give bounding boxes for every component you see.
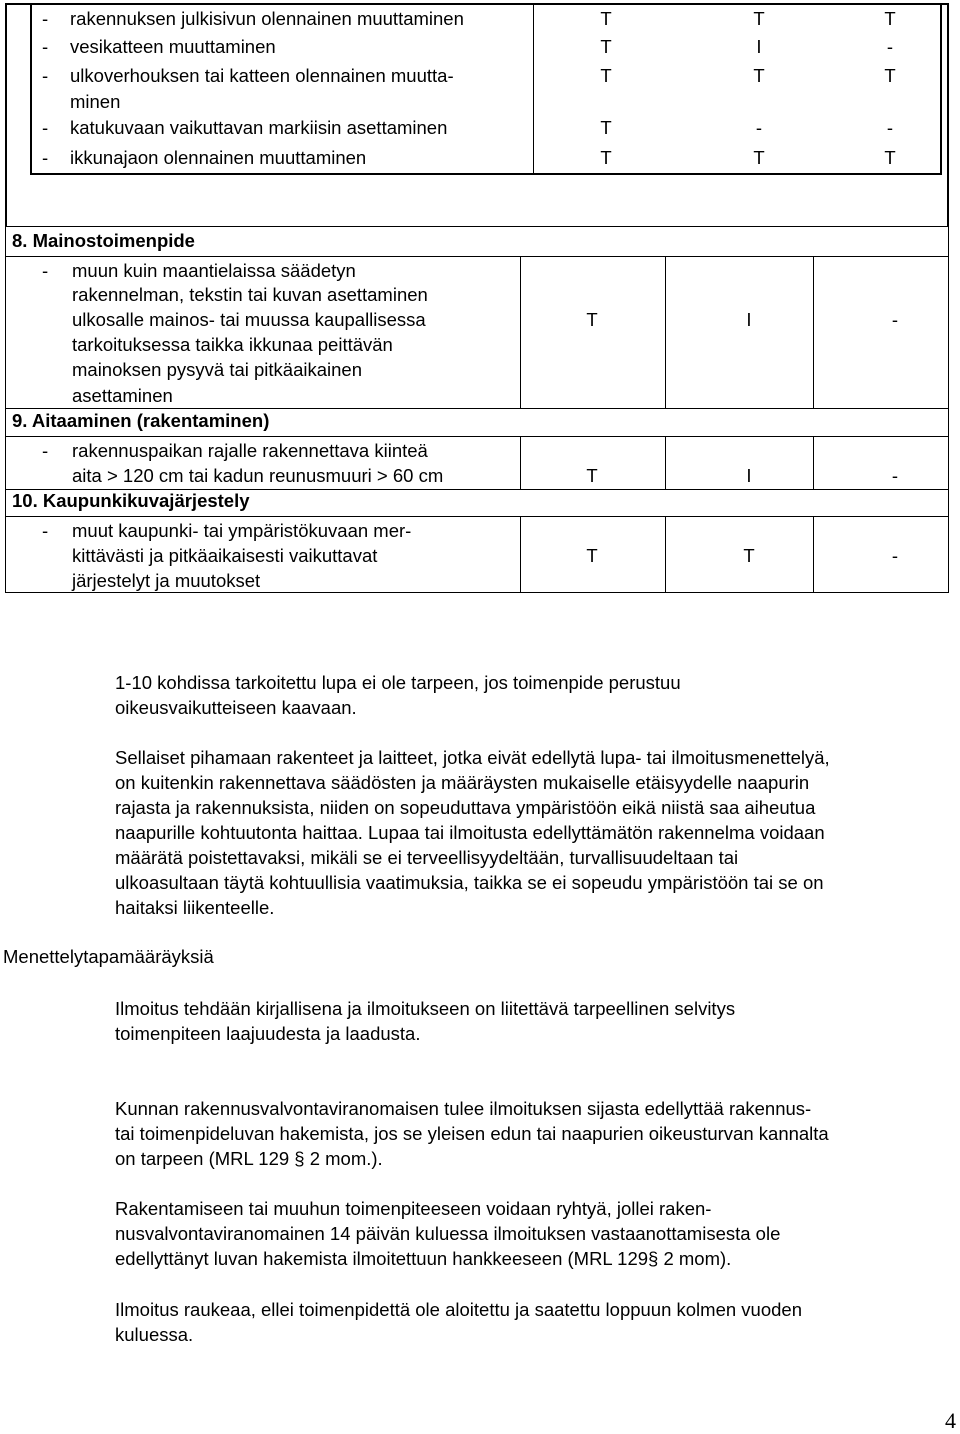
table-row-text: vesikatteen muuttaminen <box>70 36 276 57</box>
table-cell: T <box>753 147 765 168</box>
table-row-text: rakennelman, tekstin tai kuvan asettaminen <box>72 284 428 305</box>
text-line: Kunnan rakennusvalvontaviranomaisen tulee ilmoituksen sijasta edellyttää rakennus- <box>115 1098 812 1119</box>
table-cell: T <box>600 147 612 168</box>
table-row-dash: - <box>42 147 49 168</box>
table-cell: T <box>586 309 598 330</box>
table-row-text: muun kuin maantielaissa säädetyn <box>72 260 356 281</box>
table-row-dash: - <box>42 440 49 461</box>
table-row-dash: - <box>42 520 49 541</box>
table-row-dash: - <box>42 65 49 86</box>
text-line: oikeusvaikutteiseen kaavaan. <box>115 697 357 718</box>
table-cell: T <box>743 545 755 566</box>
text-line: tai toimenpideluvan hakemista, jos se yleisen edun tai naapurien oikeusturvan kannalta <box>115 1123 829 1144</box>
table-row-dash: - <box>42 36 49 57</box>
page-number: 4 <box>945 1408 956 1433</box>
table-cell: T <box>586 545 598 566</box>
table-row-text: minen <box>70 91 121 112</box>
text-line: 1-10 kohdissa tarkoitettu lupa ei ole tarpeen, jos toimenpide perustuu <box>115 672 681 693</box>
table-cell: - <box>891 309 899 330</box>
section-heading: 8. Mainostoimenpide <box>12 230 195 251</box>
table-row-text: järjestelyt ja muutokset <box>72 570 261 591</box>
text-line: Ilmoitus tehdään kirjallisena ja ilmoitukseen on liitettävä tarpeellinen selvitys <box>115 998 736 1019</box>
paragraph-start-of-work <box>115 1196 960 1271</box>
text-line: toimenpiteen laajuudesta ja laadusta. <box>115 1023 421 1044</box>
paragraph-notice-form <box>115 996 960 1046</box>
text-line: kuluessa. <box>115 1324 194 1345</box>
paragraph-expiry <box>115 1297 960 1347</box>
table-row-text: kittävästi ja pitkäaikaisesti vaikuttavat <box>72 545 378 566</box>
text-line: on kuitenkin rakennettava säädösten ja määräysten mukaiselle etäisyydelle naapurin <box>115 772 810 793</box>
section-heading: 9. Aitaaminen (rakentaminen) <box>12 410 270 431</box>
table-cell: - <box>891 545 899 566</box>
table-cell: T <box>600 117 612 138</box>
paragraph-yard-structures <box>115 745 960 920</box>
table-row-text: ikkunajaon olennainen muuttaminen <box>70 147 367 168</box>
table-row-text: tarkoituksessa taikka ikkunaa peittävän <box>72 334 393 355</box>
table-cell: T <box>586 465 598 486</box>
table-row-dash: - <box>42 117 49 138</box>
text-line: Sellaiset pihamaan rakenteet ja laitteet, jotka eivät edellytä lupa- tai ilmoitusmenettelyä, <box>115 747 830 768</box>
table-cell: I <box>756 36 762 57</box>
section-heading: 10. Kaupunkikuvajärjestely <box>12 490 250 511</box>
text-line: naapurille kohtuutonta haittaa. Lupaa tai ilmoitusta edellyttämätön rakennelma voidaan <box>115 822 825 843</box>
table-row-dash: - <box>42 260 49 281</box>
text-line: Ilmoitus raukeaa, ellei toimenpidettä ole aloitettu ja saatettu loppuun kolmen vuoden <box>115 1299 802 1320</box>
table-row-text: rakennuspaikan rajalle rakennettava kiinteä <box>72 440 428 461</box>
table-row-text: ulkosalle mainos- tai muussa kaupallisessa <box>72 309 426 330</box>
table-row-text: rakennuksen julkisivun olennainen muuttaminen <box>70 8 464 29</box>
text-line: Rakentamiseen tai muuhun toimenpiteeseen voidaan ryhtyä, jollei raken- <box>115 1198 712 1219</box>
table-cell: I <box>746 465 752 486</box>
table-row-dash: - <box>42 8 49 29</box>
table-cell: T <box>884 65 896 86</box>
table-cell: T <box>753 65 765 86</box>
table-row-text: aita > 120 cm tai kadun reunusmuuri > 60 cm <box>72 465 444 486</box>
text-line: määrätä poistettavaksi, mikäli se ei terveellisyydeltään, turvallisuudeltaan tai <box>115 847 739 868</box>
table-cell: I <box>746 309 752 330</box>
table-cell: - <box>891 465 899 486</box>
text-line: on tarpeen (MRL 129 § 2 mom.). <box>115 1148 383 1169</box>
table-cell: T <box>600 65 612 86</box>
side-heading: Menettelytapamääräyksiä <box>3 946 214 967</box>
table-row-text: mainoksen pysyvä tai pitkäaikainen <box>72 359 362 380</box>
table-cell: - <box>886 36 894 57</box>
table-cell: T <box>884 147 896 168</box>
table-cell: T <box>600 8 612 29</box>
paragraph-authority-requirement <box>115 1096 960 1171</box>
table-row-text: muut kaupunki- tai ympäristökuvaan mer- <box>72 520 412 541</box>
table-row-text: ulkoverhouksen tai katteen olennainen muutta- <box>70 65 454 86</box>
text-line: ulkoasultaan täytä kohtuullisia vaatimuksia, taikka se ei sopeudu ympäristöön tai se on <box>115 872 824 893</box>
table-cell: T <box>600 36 612 57</box>
table-row-text: asettaminen <box>72 385 173 406</box>
paragraph-permit-exemption <box>115 670 960 720</box>
table-row-text: katukuvaan vaikuttavan markiisin asettaminen <box>70 117 448 138</box>
table-cell: T <box>753 8 765 29</box>
text-line: edellyttänyt luvan hakemista ilmoitettuun hankkeeseen (MRL 129§ 2 mom). <box>115 1248 732 1269</box>
table-cell: - <box>755 117 763 138</box>
text-line: nusvalvontaviranomainen 14 päivän kuluessa ilmoituksen vastaanottamisesta ole <box>115 1223 781 1244</box>
text-line: rajasta ja rakennuksista, niiden on sopeuduttava ympäristöön eikä niistä saa aiheutua <box>115 797 816 818</box>
table-cell: T <box>884 8 896 29</box>
table-cell: - <box>886 117 894 138</box>
text-line: haitaksi liikenteelle. <box>115 897 275 918</box>
